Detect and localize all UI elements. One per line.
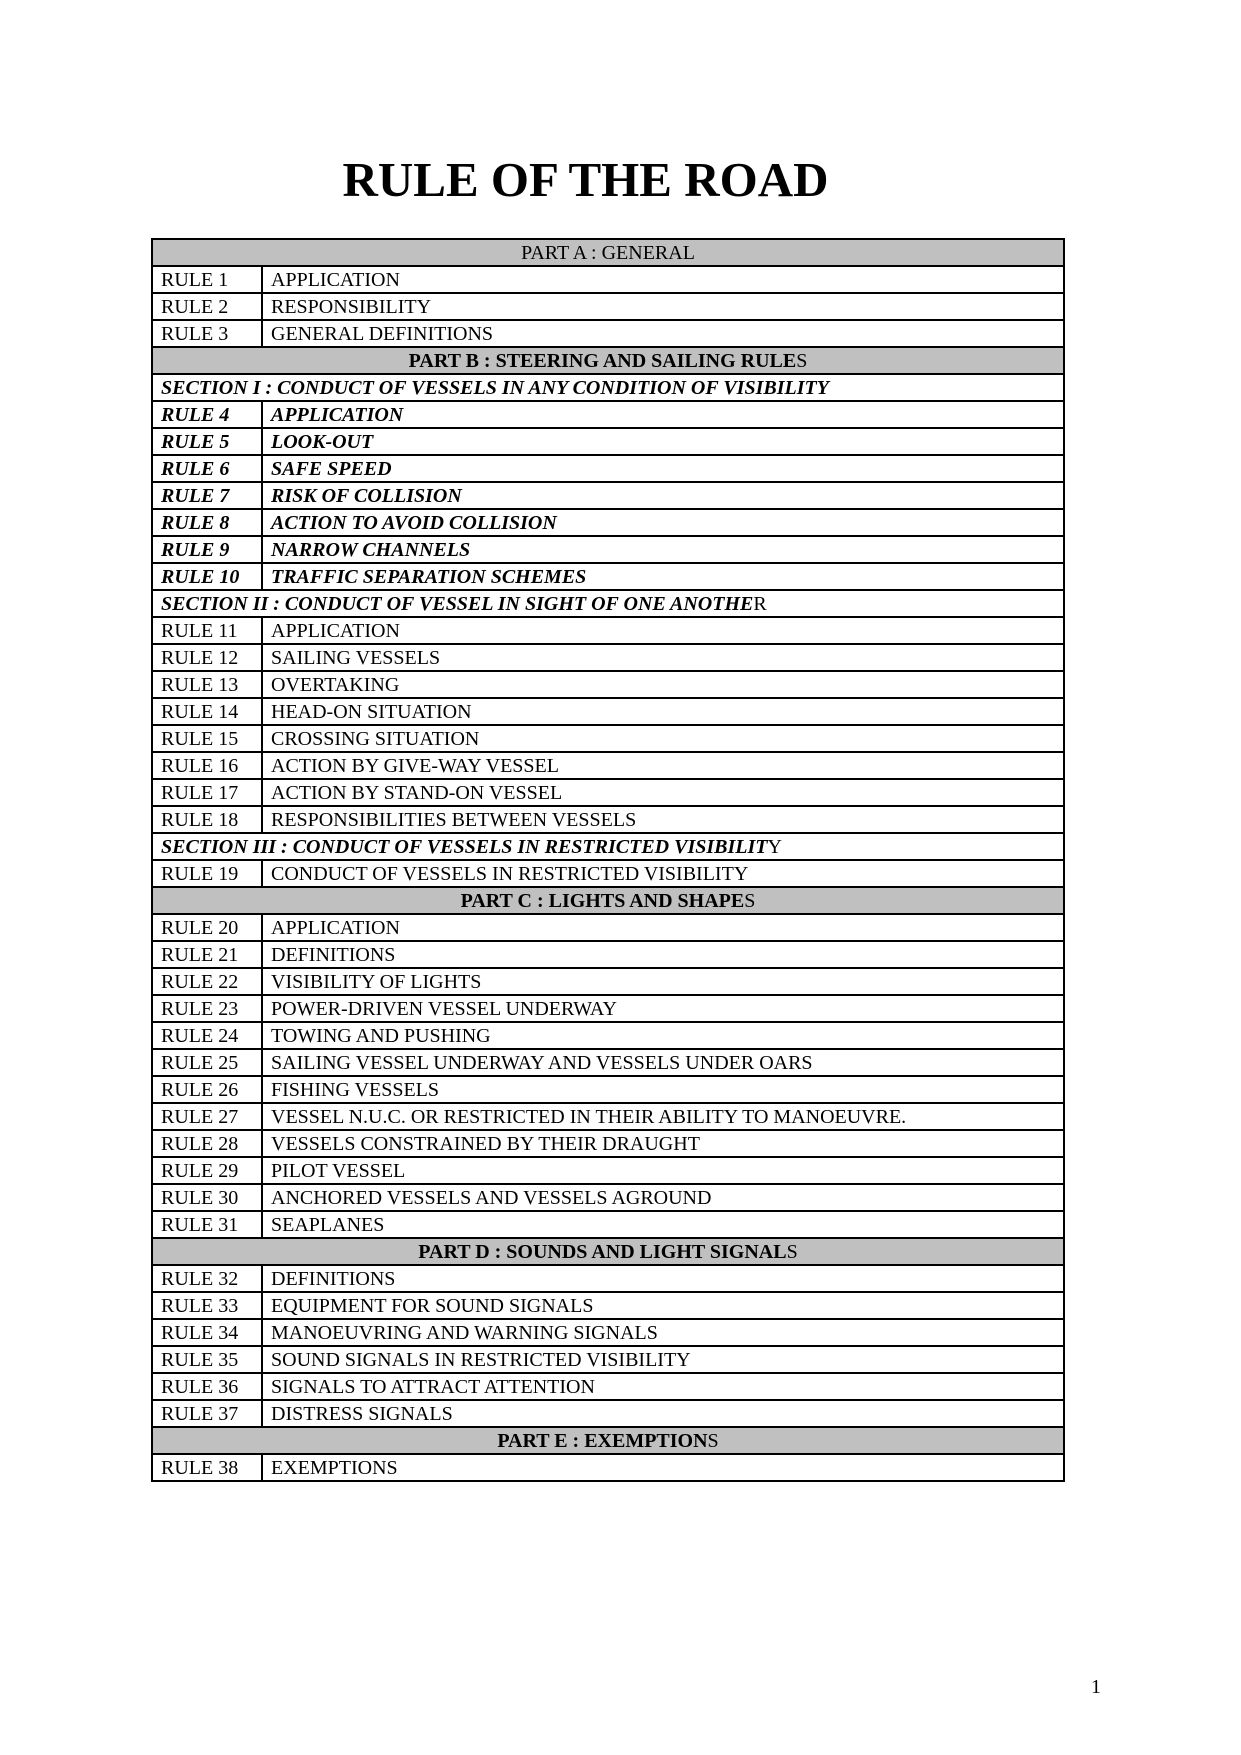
rule-title: DISTRESS SIGNALS: [262, 1400, 1064, 1427]
rule-number: RULE 26: [152, 1076, 262, 1103]
rule-title: OVERTAKING: [262, 671, 1064, 698]
table-row: [152, 1130, 1064, 1157]
rule-title: FISHING VESSELS: [262, 1076, 1064, 1103]
page-number: 1: [1091, 1676, 1101, 1698]
rule-title: VESSEL N.U.C. OR RESTRICTED IN THEIR ABILITY TO MANOEUVRE.: [262, 1103, 1064, 1130]
table-row: [152, 1157, 1064, 1184]
rule-title: TRAFFIC SEPARATION SCHEMES: [262, 563, 1064, 590]
rule-title: TOWING AND PUSHING: [262, 1022, 1064, 1049]
heading-text: PART E : EXEMPTION: [497, 1429, 708, 1452]
table-row: [152, 779, 1064, 806]
heading-text: PART D : SOUNDS AND LIGHT SIGNAL: [418, 1240, 787, 1263]
rule-title: ACTION BY STAND-ON VESSEL: [262, 779, 1064, 806]
heading-tail: Y: [767, 835, 782, 858]
rule-title: EXEMPTIONS: [262, 1454, 1064, 1481]
rule-title: SAFE SPEED: [262, 455, 1064, 482]
rule-number: RULE 36: [152, 1373, 262, 1400]
table-row: [152, 293, 1064, 320]
table-row: [152, 1265, 1064, 1292]
rule-title: DEFINITIONS: [262, 1265, 1064, 1292]
rule-number: RULE 29: [152, 1157, 262, 1184]
heading-tail: S: [744, 889, 756, 912]
rule-number: RULE 25: [152, 1049, 262, 1076]
rule-number: RULE 5: [152, 428, 262, 455]
table-row: [152, 1211, 1064, 1238]
part-header-row: [152, 347, 1064, 374]
part-heading: [152, 887, 1064, 914]
rule-title: ANCHORED VESSELS AND VESSELS AGROUND: [262, 1184, 1064, 1211]
rule-title: CROSSING SITUATION: [262, 725, 1064, 752]
table-row: [152, 1346, 1064, 1373]
rule-title: SIGNALS TO ATTRACT ATTENTION: [262, 1373, 1064, 1400]
rule-title: RISK OF COLLISION: [262, 482, 1064, 509]
table-row: [152, 860, 1064, 887]
rule-title: VESSELS CONSTRAINED BY THEIR DRAUGHT: [262, 1130, 1064, 1157]
rule-number: RULE 27: [152, 1103, 262, 1130]
rule-number: RULE 33: [152, 1292, 262, 1319]
rule-number: RULE 8: [152, 509, 262, 536]
part-heading: [152, 239, 1064, 266]
rule-number: RULE 19: [152, 860, 262, 887]
rule-number: RULE 31: [152, 1211, 262, 1238]
table-row: [152, 1022, 1064, 1049]
rule-title: SAILING VESSELS: [262, 644, 1064, 671]
heading-text: SECTION II : CONDUCT OF VESSEL IN SIGHT OF ONE ANOTHE: [161, 592, 754, 615]
table-row: [152, 941, 1064, 968]
section-header-row: [152, 374, 1064, 401]
heading-tail: S: [796, 349, 808, 372]
rule-number: RULE 30: [152, 1184, 262, 1211]
rule-title: DEFINITIONS: [262, 941, 1064, 968]
rule-number: RULE 38: [152, 1454, 262, 1481]
part-heading: [152, 347, 1064, 374]
table-row: [152, 1184, 1064, 1211]
rule-title: PILOT VESSEL: [262, 1157, 1064, 1184]
table-row: [152, 509, 1064, 536]
rules-table: [151, 238, 1065, 1482]
rule-number: RULE 7: [152, 482, 262, 509]
rule-title: ACTION BY GIVE-WAY VESSEL: [262, 752, 1064, 779]
part-header-row: [152, 1238, 1064, 1265]
table-row: [152, 725, 1064, 752]
heading-text: PART A : GENERAL: [521, 241, 695, 264]
rule-number: RULE 1: [152, 266, 262, 293]
rule-title: VISIBILITY OF LIGHTS: [262, 968, 1064, 995]
rule-title: APPLICATION: [262, 914, 1064, 941]
rule-number: RULE 28: [152, 1130, 262, 1157]
rule-number: RULE 12: [152, 644, 262, 671]
rule-title: APPLICATION: [262, 266, 1064, 293]
rule-number: RULE 13: [152, 671, 262, 698]
rule-number: RULE 9: [152, 536, 262, 563]
heading-tail: S: [707, 1429, 719, 1452]
rule-number: RULE 21: [152, 941, 262, 968]
rule-number: RULE 16: [152, 752, 262, 779]
rule-number: RULE 2: [152, 293, 262, 320]
section-heading: [152, 590, 1064, 617]
rules-table-body: [152, 239, 1064, 1481]
rule-title: GENERAL DEFINITIONS: [262, 320, 1064, 347]
section-header-row: [152, 833, 1064, 860]
table-row: [152, 428, 1064, 455]
rule-number: RULE 37: [152, 1400, 262, 1427]
rule-title: SOUND SIGNALS IN RESTRICTED VISIBILITY: [262, 1346, 1064, 1373]
rule-title: SAILING VESSEL UNDERWAY AND VESSELS UNDER OARS: [262, 1049, 1064, 1076]
rule-number: RULE 22: [152, 968, 262, 995]
rule-number: RULE 32: [152, 1265, 262, 1292]
part-heading: [152, 1427, 1064, 1454]
table-row: [152, 1454, 1064, 1481]
rule-number: RULE 20: [152, 914, 262, 941]
table-row: [152, 455, 1064, 482]
rule-title: POWER-DRIVEN VESSEL UNDERWAY: [262, 995, 1064, 1022]
table-row: [152, 1049, 1064, 1076]
rule-number: RULE 18: [152, 806, 262, 833]
rule-number: RULE 3: [152, 320, 262, 347]
table-row: [152, 1103, 1064, 1130]
heading-tail: R: [753, 592, 767, 615]
table-row: [152, 1400, 1064, 1427]
table-row: [152, 752, 1064, 779]
table-row: [152, 1292, 1064, 1319]
part-header-row: [152, 239, 1064, 266]
table-row: [152, 1319, 1064, 1346]
table-row: [152, 1373, 1064, 1400]
table-row: [152, 617, 1064, 644]
table-row: [152, 401, 1064, 428]
document-title: RULE OF THE ROAD: [342, 152, 829, 207]
rule-title: RESPONSIBILITIES BETWEEN VESSELS: [262, 806, 1064, 833]
part-heading: [152, 1238, 1064, 1265]
rule-title: NARROW CHANNELS: [262, 536, 1064, 563]
heading-tail: S: [786, 1240, 798, 1263]
heading-text: PART B : STEERING AND SAILING RULE: [408, 349, 797, 372]
table-row: [152, 536, 1064, 563]
rule-number: RULE 34: [152, 1319, 262, 1346]
rule-number: RULE 14: [152, 698, 262, 725]
rule-number: RULE 10: [152, 563, 262, 590]
part-header-row: [152, 887, 1064, 914]
rule-title: MANOEUVRING AND WARNING SIGNALS: [262, 1319, 1064, 1346]
rule-title: RESPONSIBILITY: [262, 293, 1064, 320]
heading-text: SECTION III : CONDUCT OF VESSELS IN RESTRICTED VISIBILIT: [161, 835, 768, 858]
table-row: [152, 1076, 1064, 1103]
rule-title: HEAD-ON SITUATION: [262, 698, 1064, 725]
table-row: [152, 482, 1064, 509]
rule-title: LOOK-OUT: [262, 428, 1064, 455]
rule-number: RULE 15: [152, 725, 262, 752]
heading-text: SECTION I : CONDUCT OF VESSELS IN ANY CONDITION OF VISIBILITY: [161, 376, 829, 399]
rule-title: APPLICATION: [262, 401, 1064, 428]
section-heading: [152, 374, 1064, 401]
table-row: [152, 914, 1064, 941]
table-row: [152, 806, 1064, 833]
rule-number: RULE 24: [152, 1022, 262, 1049]
table-row: [152, 698, 1064, 725]
table-row: [152, 644, 1064, 671]
table-row: [152, 968, 1064, 995]
table-row: [152, 266, 1064, 293]
rule-title: SEAPLANES: [262, 1211, 1064, 1238]
rule-title: ACTION TO AVOID COLLISION: [262, 509, 1064, 536]
section-heading: [152, 833, 1064, 860]
section-header-row: [152, 590, 1064, 617]
table-row: [152, 563, 1064, 590]
rule-number: RULE 23: [152, 995, 262, 1022]
rule-title: CONDUCT OF VESSELS IN RESTRICTED VISIBILITY: [262, 860, 1064, 887]
table-row: [152, 671, 1064, 698]
table-row: [152, 995, 1064, 1022]
heading-text: PART C : LIGHTS AND SHAPE: [460, 889, 745, 912]
table-row: [152, 320, 1064, 347]
part-header-row: [152, 1427, 1064, 1454]
rule-title: EQUIPMENT FOR SOUND SIGNALS: [262, 1292, 1064, 1319]
rule-number: RULE 6: [152, 455, 262, 482]
rule-number: RULE 35: [152, 1346, 262, 1373]
rule-number: RULE 11: [152, 617, 262, 644]
rule-number: RULE 4: [152, 401, 262, 428]
rule-title: APPLICATION: [262, 617, 1064, 644]
rule-number: RULE 17: [152, 779, 262, 806]
